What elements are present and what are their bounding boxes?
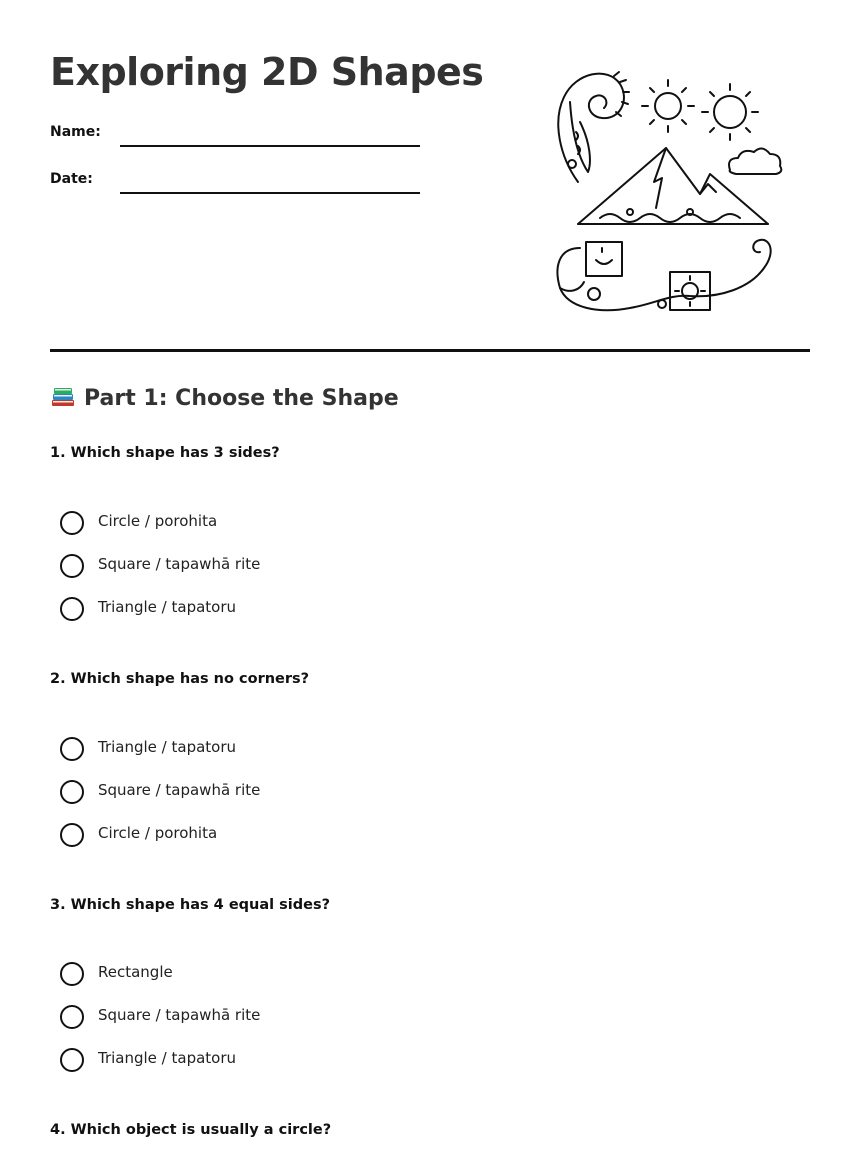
date-field[interactable] [50,165,430,195]
cloud-icon [729,148,781,174]
radio-button[interactable] [60,1048,84,1072]
name-field[interactable] [50,118,430,148]
name-line[interactable] [120,145,420,147]
sun-icon [642,80,694,132]
radio-button[interactable] [60,554,84,578]
question-3: 3. Which shape has 4 equal sides? [50,897,331,913]
sun-tile-icon [670,272,710,310]
option-label: Rectangle [98,963,173,981]
question-4: 4. Which object is usually a circle? [50,1122,332,1138]
date-label: Date: [50,171,93,187]
radio-button[interactable] [60,780,84,804]
part1-title [50,386,399,411]
radio-button[interactable] [60,823,84,847]
option-label: Triangle / tapatoru [98,1049,237,1067]
option-label: Square / tapawhā rite [98,781,261,799]
sun-icon [702,84,758,140]
option-label: Circle / porohita [98,512,218,530]
page-title: Exploring 2D Shapes [50,50,484,94]
koru-spiral-icon [558,72,629,182]
option-label: Square / tapawhā rite [98,1006,261,1024]
radio-button[interactable] [60,1005,84,1029]
radio-button[interactable] [60,962,84,986]
section-divider [50,349,810,352]
mountain-icon [578,148,768,224]
option-label: Triangle / tapatoru [98,598,237,616]
question-1: 1. Which shape has 3 sides? [50,445,280,461]
maori-landscape-illustration [550,62,790,322]
books-icon [50,386,76,408]
radio-button[interactable] [60,511,84,535]
radio-button[interactable] [60,737,84,761]
name-label: Name: [50,124,101,140]
option-label: Square / tapawhā rite [98,555,261,573]
date-line[interactable] [120,192,420,194]
radio-button[interactable] [60,597,84,621]
question-2: 2. Which shape has no corners? [50,671,310,687]
part1-title-text: Part 1: Choose the Shape [84,386,399,411]
smiling-square-icon [586,242,622,276]
option-label: Triangle / tapatoru [98,738,237,756]
option-label: Circle / porohita [98,824,218,842]
